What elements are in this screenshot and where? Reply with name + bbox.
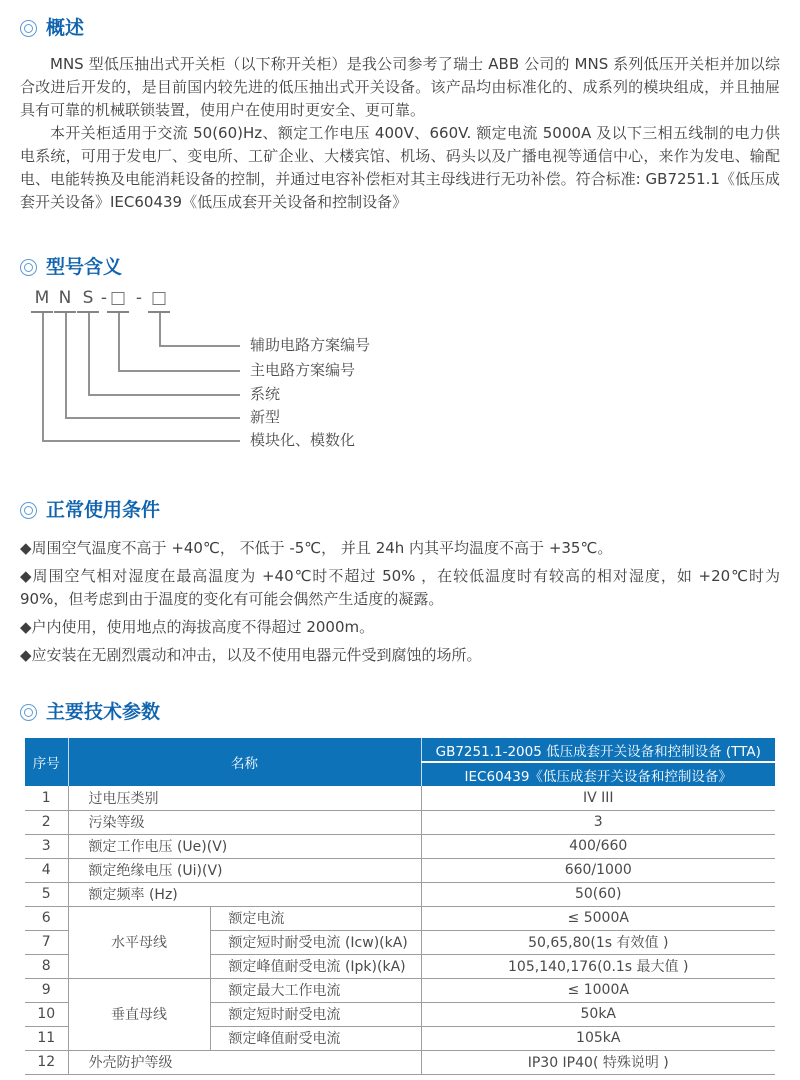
model-code-char: M [34, 288, 50, 308]
table-row [25, 858, 775, 882]
row-no: 9 [25, 978, 68, 1002]
header-standard-gb: GB7251.1-2005 低压成套开关设备和控制设备 (TTA) [421, 738, 775, 762]
model-code-dash: - [100, 288, 108, 308]
row-value: ≤ 1000A [421, 978, 775, 1002]
overview-title: 概述 [46, 17, 85, 39]
diamond-bullet-icon: ◆ [20, 646, 32, 664]
conditions-section-heading [20, 497, 780, 523]
row-value: 400/660 [421, 834, 775, 858]
row-no: 2 [25, 810, 68, 834]
condition-text: 户内使用，使用地点的海拔高度不得超过 2000m。 [31, 618, 375, 636]
parameters-table-header [25, 738, 775, 786]
diamond-bullet-icon: ◆ [20, 618, 32, 636]
row-value: 50kA [421, 1002, 775, 1026]
parameters-section-heading [20, 699, 780, 725]
connector-line [65, 313, 67, 417]
condition-text: 周围空气温度不高于 +40℃， 不低于 -5℃， 并且 24h 内其平均温度不高于 +35℃。 [31, 539, 613, 557]
row-value: 3 [421, 810, 775, 834]
diagram-label: 系统 [250, 385, 281, 403]
double-circle-icon [20, 20, 37, 37]
row-name: 额定短时耐受电流 (Icw)(kA) [210, 930, 421, 954]
double-circle-icon [20, 704, 37, 721]
connector-line [42, 313, 44, 440]
condition-item [20, 616, 780, 639]
model-code-char: N [58, 288, 72, 308]
connector-line [159, 345, 240, 347]
row-name: 额定最大工作电流 [210, 978, 421, 1002]
row-name: 污染等级 [68, 810, 421, 834]
table-row [25, 834, 775, 858]
row-no: 6 [25, 906, 68, 930]
row-group-horizontal-busbar: 水平母线 [68, 906, 210, 978]
row-no: 4 [25, 858, 68, 882]
diagram-label: 新型 [250, 408, 281, 426]
row-name: 过电压类别 [68, 786, 421, 810]
row-no: 8 [25, 954, 68, 978]
placeholder-box-icon [112, 292, 125, 305]
row-no: 5 [25, 882, 68, 906]
row-no: 11 [25, 1026, 68, 1050]
row-value: IV III [421, 786, 775, 810]
overview-section-heading [20, 15, 780, 41]
table-row [25, 810, 775, 834]
connector-line [159, 313, 161, 345]
row-value: 50(60) [421, 882, 775, 906]
row-no: 12 [25, 1050, 68, 1074]
model-title: 型号含义 [46, 256, 123, 278]
row-no: 3 [25, 834, 68, 858]
table-row [25, 786, 775, 810]
header-col-name: 名称 [68, 738, 421, 786]
row-name: 额定频率 (Hz) [68, 882, 421, 906]
row-name: 额定峰值耐受电流 (Ipk)(kA) [210, 954, 421, 978]
overview-paragraph: 本开关柜适用于交流 50(60)Hz、额定工作电压 400V、660V. 额定电流 5000A 及以下三相五线制的电力供电系统，可用于发电厂、变电所、工矿企业、大楼宾馆、机场、码头以及广播电视等通信中心，来作为发电、输配电、电能转换及电能消耗设备的控制，并通过电容补偿柜对其主母线进行无功补偿。符合标准: GB7251.1《低压成套开关设备》IEC60439《低压成套开关设备和控制设备》 [20, 124, 780, 211]
diamond-bullet-icon: ◆ [20, 539, 32, 557]
row-value: 105,140,176(0.1s 最大值 ) [421, 954, 775, 978]
row-no: 10 [25, 1002, 68, 1026]
table-row [25, 1050, 775, 1074]
table-row [25, 882, 775, 906]
connector-line [42, 440, 240, 442]
overview-paragraph: MNS 型低压抽出式开关柜（以下称开关柜）是我公司参考了瑞士 ABB 公司的 MNS 系列低压开关柜并加以综合改进后开发的，是目前国内较先进的低压抽出式开关设备。该产品均由标准化的、成系列的模块组成，并且抽屉具有可靠的机械联锁装置，使用户在使用时更安全、更可靠。 [20, 55, 780, 119]
row-value: 660/1000 [421, 858, 775, 882]
diagram-label: 主电路方案编号 [250, 361, 356, 379]
conditions-title: 正常使用条件 [46, 499, 161, 521]
row-name: 额定电流 [210, 906, 421, 930]
conditions-list [20, 537, 780, 667]
model-designation-diagram [20, 288, 780, 453]
header-col-no: 序号 [25, 738, 68, 786]
diagram-label: 辅助电路方案编号 [250, 336, 371, 354]
parameters-title: 主要技术参数 [46, 701, 161, 723]
condition-text: 应安装在无剧烈震动和冲击，以及不使用电器元件受到腐蚀的场所。 [31, 646, 482, 664]
row-value: 105kA [421, 1026, 775, 1050]
connector-line [65, 417, 240, 419]
row-group-vertical-busbar: 垂直母线 [68, 978, 210, 1050]
model-code-dash: - [135, 288, 143, 308]
connector-line [88, 313, 90, 394]
header-standard-iec: IEC60439《低压成套开关设备和控制设备》 [421, 762, 775, 786]
row-name: 额定峰值耐受电流 [210, 1026, 421, 1050]
diamond-bullet-icon: ◆ [20, 567, 33, 585]
row-name: 外壳防护等级 [68, 1050, 421, 1074]
condition-text: 周围空气相对湿度在最高温度为 +40℃时不超过 50% ，在较低温度时有较高的相对湿度，如 +20℃时为 90%，但考虑到由于温度的变化有可能会偶然产生适度的凝露。 [20, 567, 780, 608]
diagram-label: 模块化、模数化 [250, 431, 356, 449]
connector-line [118, 313, 120, 370]
condition-item [20, 565, 780, 611]
double-circle-icon [20, 502, 37, 519]
overview-paragraphs [20, 53, 780, 214]
condition-item [20, 644, 780, 667]
row-no: 7 [25, 930, 68, 954]
placeholder-box-icon [153, 292, 166, 305]
table-row [25, 906, 775, 930]
model-code-char: S [82, 288, 94, 308]
row-name: 额定工作电压 (Ue)(V) [68, 834, 421, 858]
double-circle-icon [20, 259, 37, 276]
row-value: IP30 IP40( 特殊说明 ) [421, 1050, 775, 1074]
row-name: 额定短时耐受电流 [210, 1002, 421, 1026]
model-section-heading [20, 254, 780, 280]
row-no: 1 [25, 786, 68, 810]
parameters-table [25, 738, 775, 1075]
row-name: 额定绝缘电压 (Ui)(V) [68, 858, 421, 882]
connector-line [118, 370, 240, 372]
row-value: 50,65,80(1s 有效值 ) [421, 930, 775, 954]
connector-line [88, 394, 240, 396]
table-row [25, 978, 775, 1002]
row-value: ≤ 5000A [421, 906, 775, 930]
condition-item [20, 537, 780, 560]
